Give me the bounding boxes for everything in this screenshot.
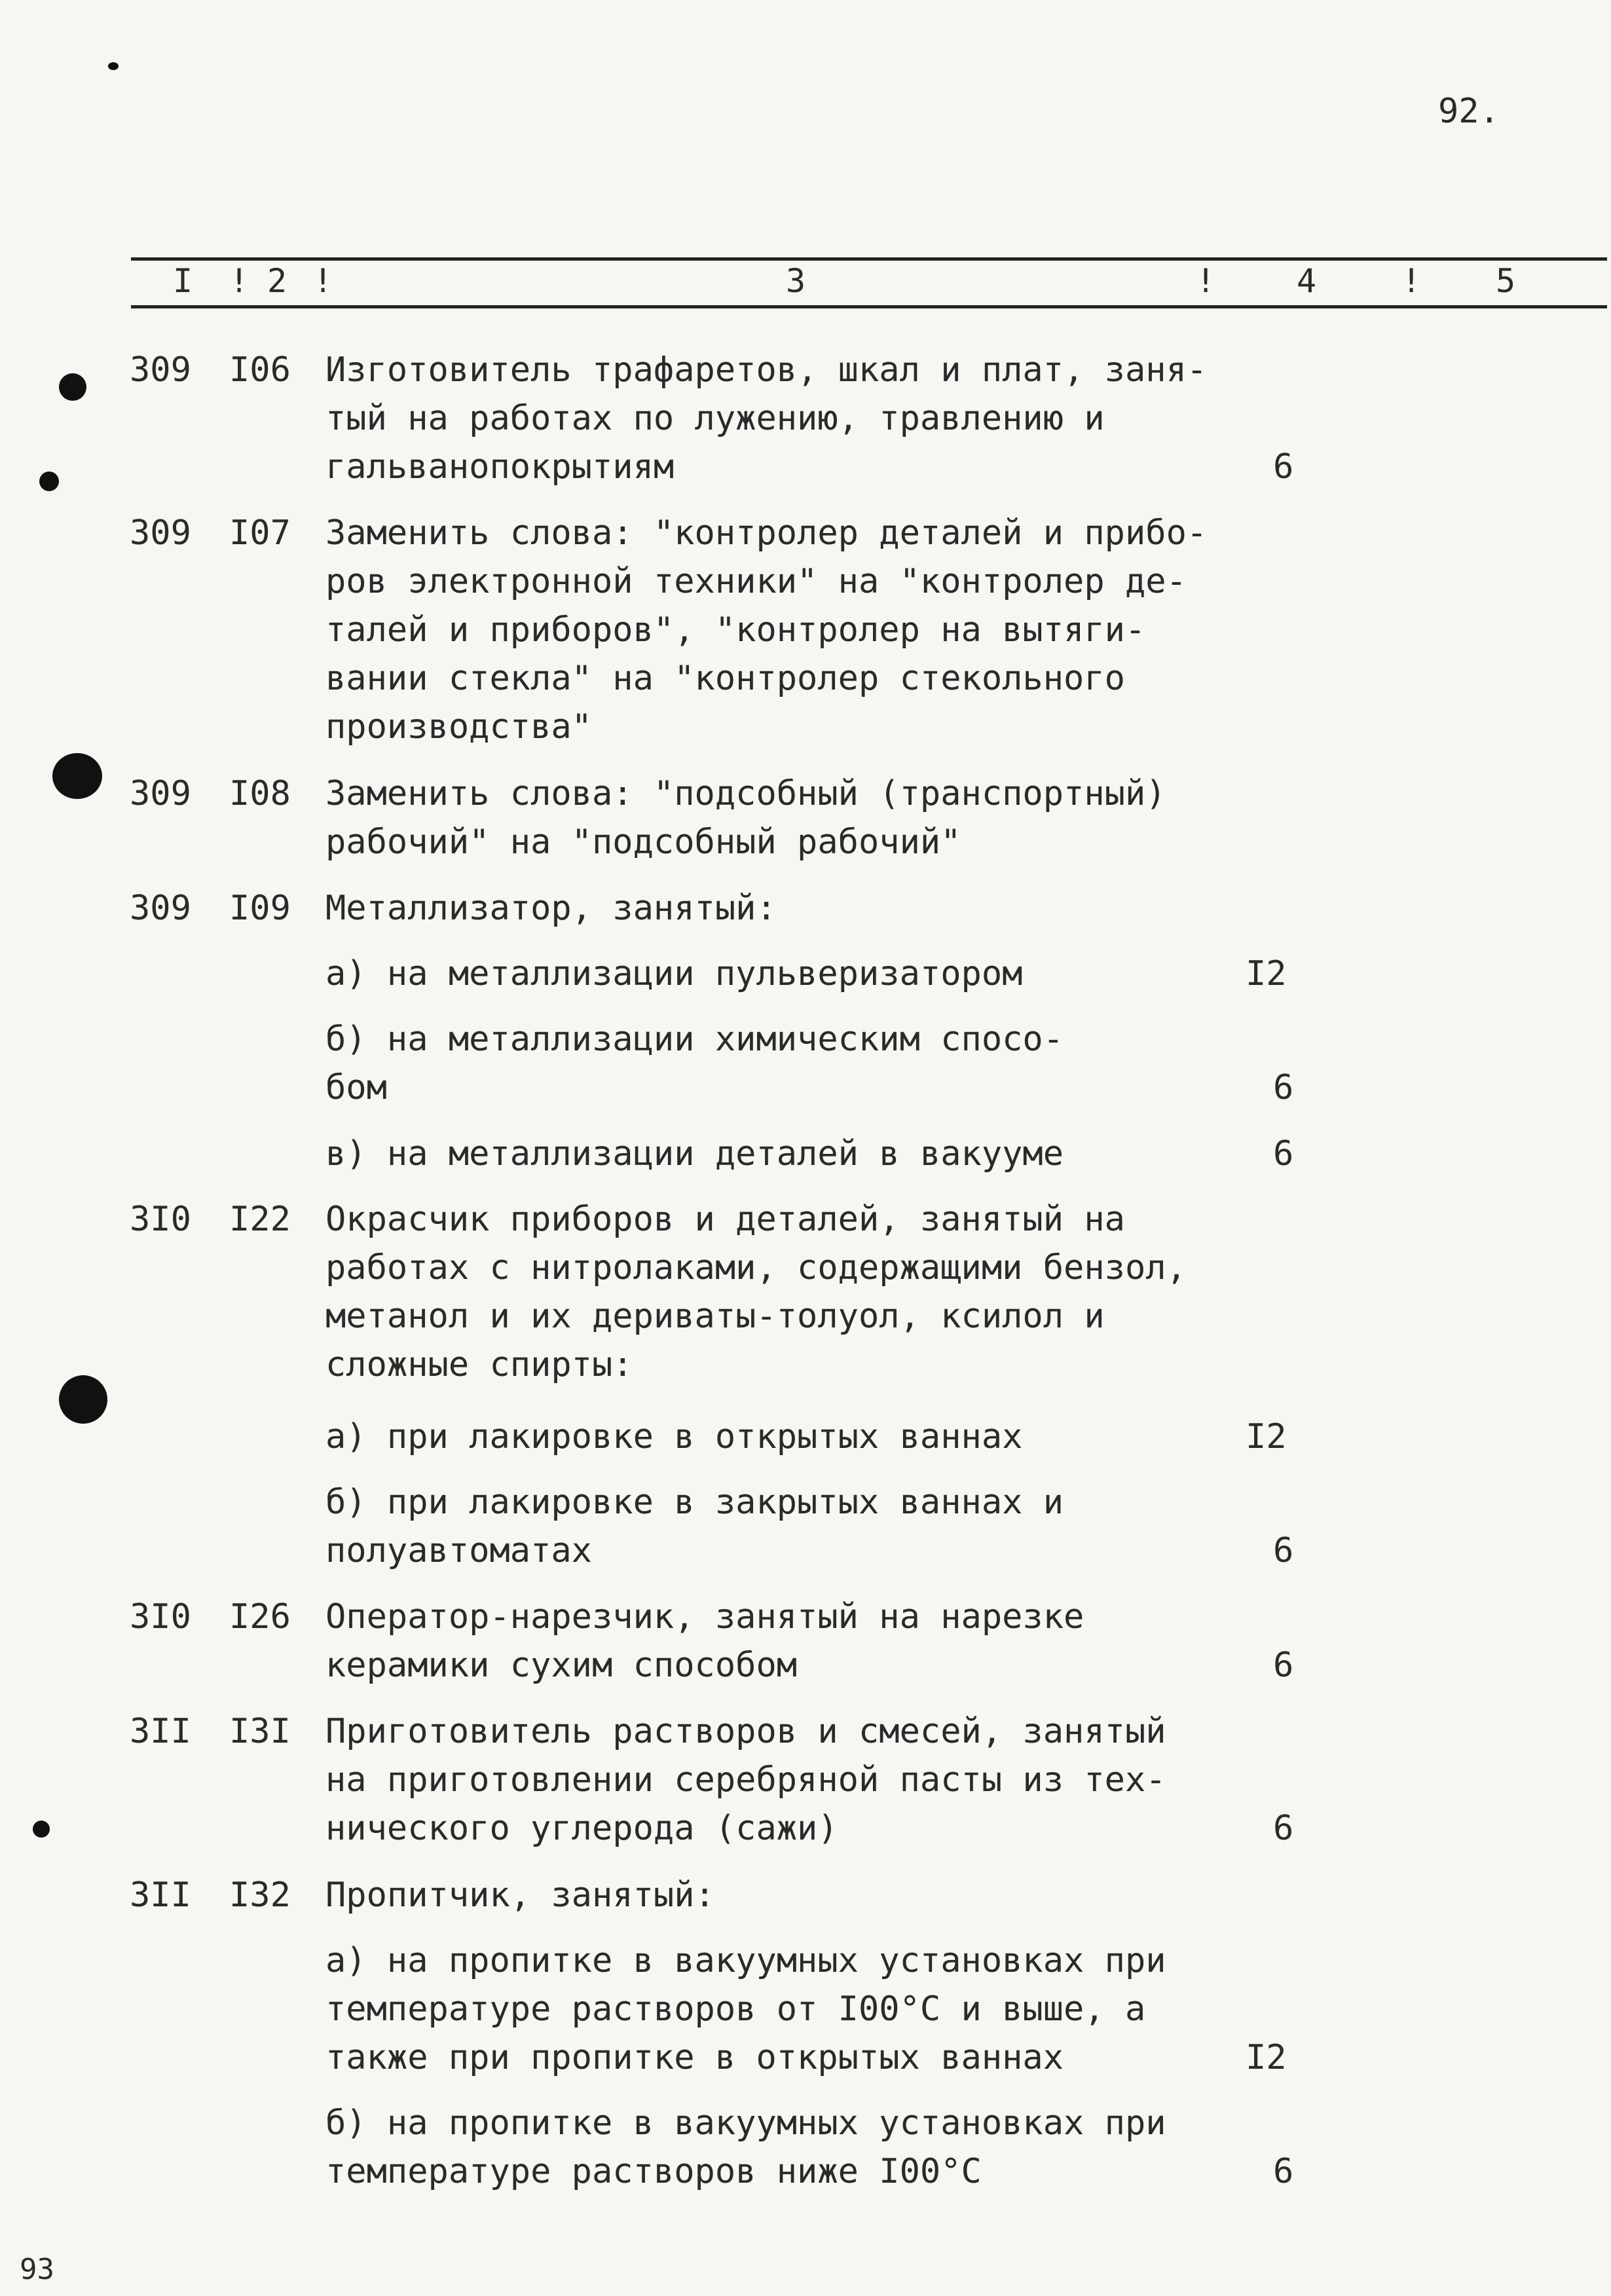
- ink-blot: [59, 373, 86, 401]
- row-number-col1: 3II: [130, 1876, 191, 1915]
- entry-text-line: Заменить слова: "подсобный (транспортный): [325, 774, 1166, 813]
- entry-value-col4: 6: [1273, 447, 1294, 487]
- entry-text-line: температуре растворов от I00°С и выше, а: [325, 1990, 1146, 2029]
- row-number-col2: I07: [229, 513, 291, 553]
- entry-value-col4: I2: [1246, 954, 1287, 993]
- column-separator: !: [1196, 262, 1216, 300]
- table-header-rule: [131, 305, 1607, 308]
- ink-blot: [39, 472, 59, 491]
- handwritten-page-note: 93: [20, 2253, 54, 2286]
- entry-text-line: а) при лакировке в открытых ваннах: [325, 1417, 1023, 1456]
- row-number-col2: I06: [229, 350, 291, 390]
- entry-value-col4: 6: [1273, 1531, 1294, 1570]
- entry-value-col4: 6: [1273, 1646, 1294, 1685]
- entry-text-line: Окрасчик приборов и деталей, занятый на: [325, 1200, 1125, 1239]
- ink-blot: [108, 62, 119, 70]
- entry-value-col4: 6: [1273, 1068, 1294, 1107]
- page-number: 92.: [1438, 92, 1500, 131]
- entry-text-line: Пропитчик, занятый:: [325, 1876, 715, 1915]
- entry-text-line: бом: [325, 1068, 387, 1107]
- entry-text-line: Металлизатор, занятый:: [325, 889, 777, 928]
- column-separator: !: [1401, 262, 1422, 300]
- table-header-row: [131, 262, 1607, 301]
- entry-value-col4: 6: [1273, 2152, 1294, 2191]
- row-number-col1: 3I0: [130, 1200, 191, 1239]
- column-separator: !: [313, 262, 333, 300]
- entry-text-line: Оператор-нарезчик, занятый на нарезке: [325, 1597, 1084, 1637]
- column-header-3: 3: [786, 262, 806, 300]
- row-number-col1: 309: [130, 513, 191, 553]
- row-number-col1: 3I0: [130, 1597, 191, 1637]
- column-header-2: 2: [267, 262, 287, 300]
- entry-text-line: Изготовитель трафаретов, шкал и плат, заня-: [325, 350, 1208, 390]
- column-separator: !: [229, 262, 250, 300]
- row-number-col1: 309: [130, 889, 191, 928]
- column-header-4: 4: [1297, 262, 1317, 300]
- entry-text-line: а) на металлизации пульверизатором: [325, 954, 1023, 993]
- entry-text-line: метанол и их дериваты-толуол, ксилол и: [325, 1297, 1105, 1336]
- entry-text-line: также при пропитке в открытых ваннах: [325, 2038, 1064, 2077]
- entry-text-line: а) на пропитке в вакуумных установках при: [325, 1941, 1166, 1980]
- ink-blot: [59, 1375, 107, 1424]
- row-number-col1: 3II: [130, 1712, 191, 1751]
- table-top-rule: [131, 257, 1607, 261]
- entry-text-line: на приготовлении серебряной пасты из тех-: [325, 1760, 1166, 1800]
- entry-text-line: работах с нитролаками, содержащими бензол,: [325, 1248, 1187, 1287]
- entry-text-line: температуре растворов ниже I00°С: [325, 2152, 982, 2191]
- row-number-col2: I22: [229, 1200, 291, 1239]
- entry-text-line: гальванопокрытиям: [325, 447, 675, 487]
- entry-text-line: Приготовитель растворов и смесей, занятый: [325, 1712, 1166, 1751]
- entry-text-line: тый на работах по лужению, травлению и: [325, 399, 1105, 438]
- ink-blot: [33, 1821, 50, 1838]
- entry-text-line: керамики сухим способом: [325, 1646, 798, 1685]
- entry-value-col4: I2: [1246, 1417, 1287, 1456]
- row-number-col2: I09: [229, 889, 291, 928]
- entry-text-line: вании стекла" на "контролер стекольного: [325, 659, 1125, 698]
- ink-blot: [52, 753, 102, 799]
- row-number-col2: I3I: [229, 1712, 291, 1751]
- entry-text-line: б) на пропитке в вакуумных установках при: [325, 2103, 1166, 2143]
- entry-text-line: ров электронной техники" на "контролер де-: [325, 562, 1187, 601]
- entry-text-line: производства": [325, 707, 592, 747]
- column-header-1: I: [173, 262, 193, 300]
- entry-text-line: талей и приборов", "контролер на вытяги-: [325, 610, 1146, 650]
- entry-text-line: нического углерода (сажи): [325, 1809, 838, 1848]
- entry-text-line: полуавтоматах: [325, 1531, 592, 1570]
- entry-value-col4: 6: [1273, 1134, 1294, 1174]
- row-number-col2: I08: [229, 774, 291, 813]
- entry-text-line: б) на металлизации химическим спосо-: [325, 1020, 1064, 1059]
- entry-value-col4: I2: [1246, 2038, 1287, 2077]
- row-number-col1: 309: [130, 774, 191, 813]
- column-header-5: 5: [1496, 262, 1516, 300]
- entry-text-line: сложные спирты:: [325, 1345, 633, 1384]
- entry-value-col4: 6: [1273, 1809, 1294, 1848]
- entry-text-line: рабочий" на "подсобный рабочий": [325, 823, 961, 862]
- row-number-col2: I32: [229, 1876, 291, 1915]
- entry-text-line: Заменить слова: "контролер деталей и прибо-: [325, 513, 1208, 553]
- row-number-col2: I26: [229, 1597, 291, 1637]
- entry-text-line: б) при лакировке в закрытых ваннах и: [325, 1483, 1064, 1522]
- entry-text-line: в) на металлизации деталей в вакууме: [325, 1134, 1064, 1174]
- row-number-col1: 309: [130, 350, 191, 390]
